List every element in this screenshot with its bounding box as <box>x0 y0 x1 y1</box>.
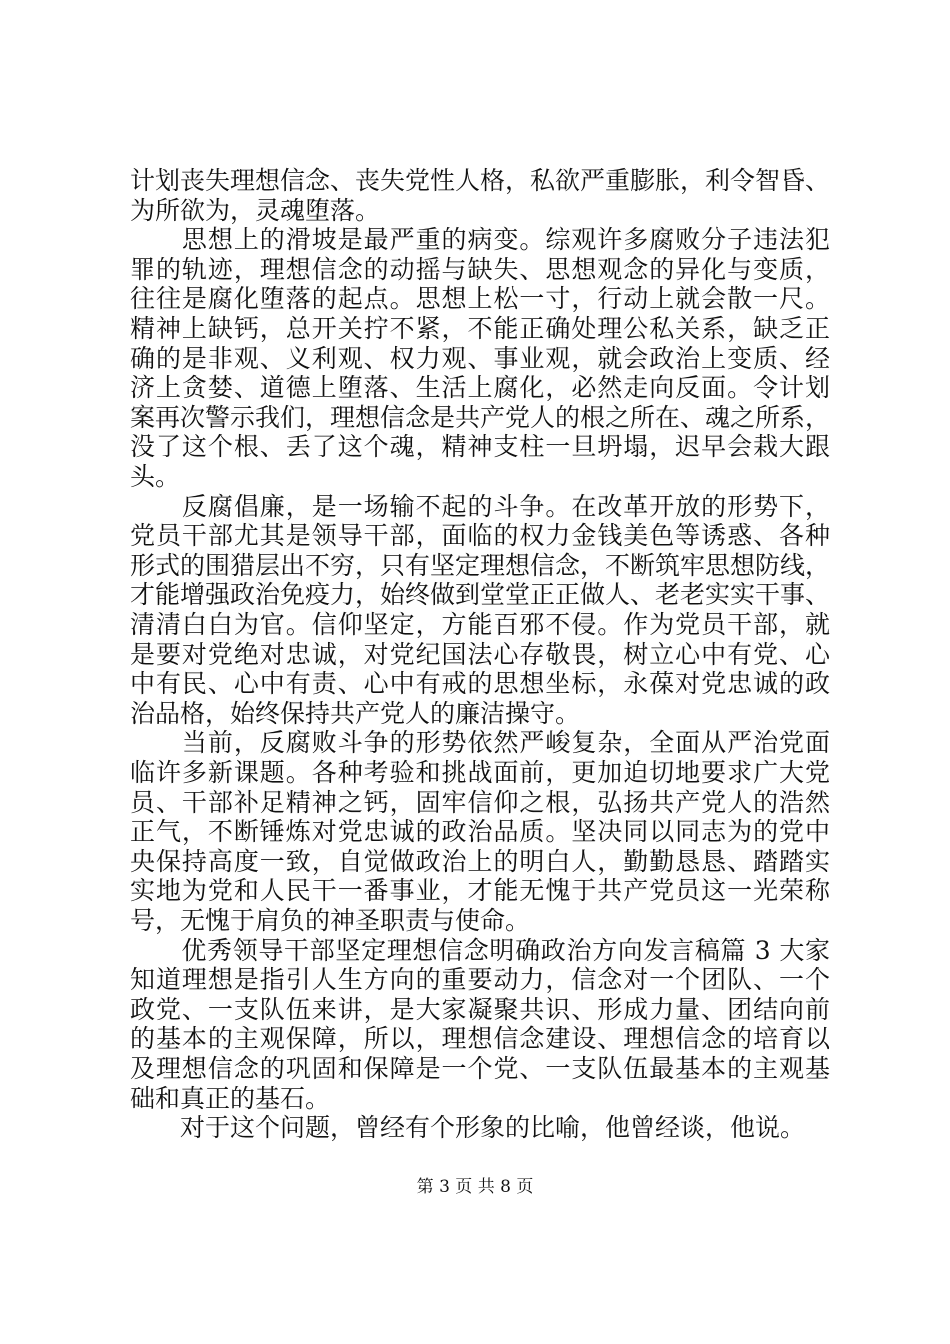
page-number-footer: 第 3 页 共 8 页 <box>416 1176 534 1197</box>
body-text-line: 实地为党和人民干一番事业，才能无愧于共产党员这一光荣称 <box>130 876 830 906</box>
body-text-line: 号，无愧于肩负的神圣职责与使命。 <box>130 906 531 935</box>
body-text-line: 才能增强政治免疫力，始终做到堂堂正正做人、老老实实干事、 <box>130 580 831 610</box>
body-text-line: 础和真正的基石。 <box>130 1083 331 1113</box>
body-text-line: 的基本的主观保障，所以，理想信念建设、理想信念的培育以 <box>130 1024 830 1054</box>
body-text-line: 精神上缺钙，总开关拧不紧，不能正确处理公私关系，缺乏正 <box>130 314 830 343</box>
body-text-line: 是要对党绝对忠诚，对党纪国法心存敬畏，树立心中有党、心 <box>130 639 830 669</box>
body-text-line: 政党、一支队伍来讲，是大家凝聚共识、形成力量、团结向前 <box>130 994 830 1024</box>
body-text-line: 清清白白为官。信仰坚定，方能百邪不侵。作为党员干部，就 <box>130 610 830 639</box>
body-text-line: 头。 <box>130 462 181 491</box>
body-text-line: 济上贪婪、道德上堕落、生活上腐化，必然走向反面。令计划 <box>130 373 830 403</box>
body-text-line: 治品格，始终保持共产党人的廉洁操守。 <box>130 698 581 728</box>
body-text-line: 当前，反腐败斗争的形势依然严峻复杂，全面从严治党面 <box>130 728 830 758</box>
body-text-line: 正气，不断锤炼对党忠诚的政治品质。坚决同以同志为的党中 <box>130 817 830 847</box>
body-text-line: 央保持高度一致，自觉做政治上的明白人，勤勤恳恳、踏踏实 <box>130 846 830 876</box>
body-text-line: 知道理想是指引人生方向的重要动力，信念对一个团队、一个 <box>130 965 830 995</box>
body-text-line: 思想上的滑坡是最严重的病变。综观许多腐败分子违法犯 <box>130 225 830 255</box>
body-text-line: 没了这个根、丢了这个魂，精神支柱一旦坍塌，迟早会栽大跟 <box>130 432 830 462</box>
body-text-line: 对于这个问题，曾经有个形象的比喻，他曾经谈，他说。 <box>130 1113 806 1143</box>
body-text-line: 员、干部补足精神之钙，固牢信仰之根，弘扬共产党人的浩然 <box>130 787 830 817</box>
body-text-line: 反腐倡廉，是一场输不起的斗争。在改革开放的形势下， <box>130 491 830 521</box>
body-text-line: 临许多新课题。各种考验和挑战面前，更加迫切地要求广大党 <box>130 758 830 787</box>
body-text-line: 计划丧失理想信念、丧失党性人格，私欲严重膨胀，利令智昏、 <box>130 166 831 195</box>
body-text-line: 党员干部尤其是领导干部，面临的权力金钱美色等诱惑、各种 <box>130 521 830 551</box>
body-text-line: 罪的轨迹，理想信念的动摇与缺失、思想观念的异化与变质， <box>130 254 830 284</box>
body-text-line: 优秀领导干部坚定理想信念明确政治方向发言稿篇 3 大家 <box>130 935 830 965</box>
body-text-line: 及理想信念的巩固和保障是一个党、一支队伍最基本的主观基 <box>130 1054 830 1083</box>
body-text-line: 确的是非观、义利观、权力观、事业观，就会政治上变质、经 <box>130 343 830 373</box>
body-text-line: 形式的围猎层出不穷，只有坚定理想信念，不断筑牢思想防线， <box>130 550 831 580</box>
body-text-line: 为所欲为，灵魂堕落。 <box>130 195 381 225</box>
body-text-line: 往往是腐化堕落的起点。思想上松一寸，行动上就会散一尺。 <box>130 284 830 314</box>
body-text-line: 案再次警示我们，理想信念是共产党人的根之所在、魂之所系， <box>130 402 831 432</box>
body-text-line: 中有民、心中有责、心中有戒的思想坐标，永葆对党忠诚的政 <box>130 669 830 699</box>
